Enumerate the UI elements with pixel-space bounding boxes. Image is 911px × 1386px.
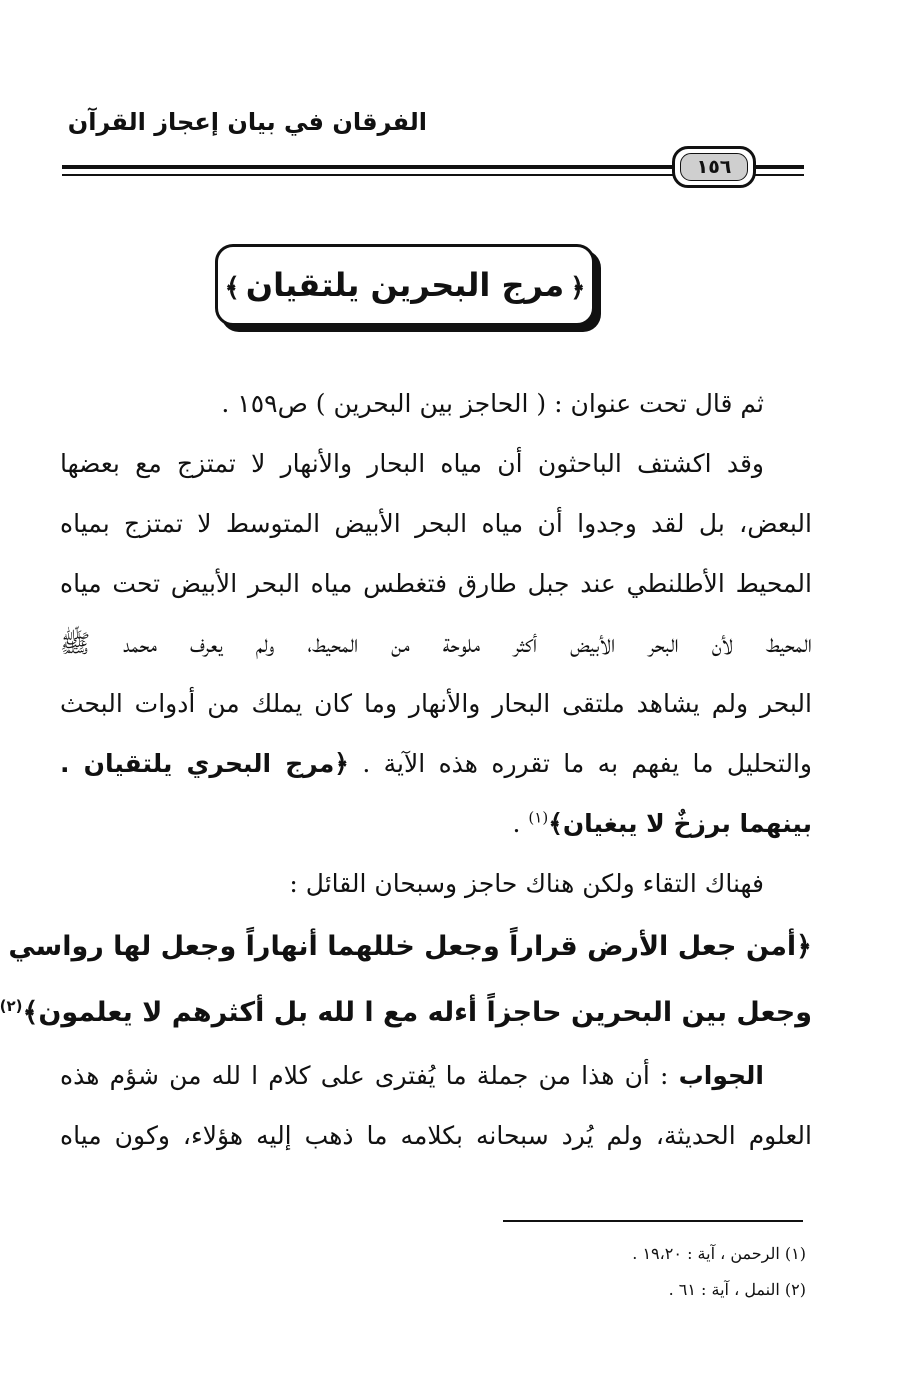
- body-line: المحيط لأن البحر الأبيض أكثر ملوحة من المحيط، ولم يعرف محمد ﷺ: [60, 629, 812, 658]
- body-line: المحيط الأطلنطي عند جبل طارق فتغطس مياه البحر الأبيض تحت مياه: [60, 569, 812, 598]
- body-text: [0, 374, 812, 1166]
- body-line: [60, 794, 812, 854]
- punctuation: .: [512, 809, 521, 838]
- footnote-ref: (٢): [0, 997, 23, 1015]
- chapter-title: [219, 266, 592, 304]
- body-line: البحر ولم يشاهد ملتقى البحار والأنهار وما كان يملك من أدوات البحث: [60, 689, 812, 718]
- ornament-bracket-left: ﴾: [224, 273, 240, 303]
- footnote-rule: [503, 1220, 803, 1222]
- body-line: البعض، بل لقد وجدوا أن مياه البحر الأبيض المتوسط لا تمتزج بمياه: [60, 509, 812, 538]
- footnote-ref: (١): [528, 808, 549, 827]
- quran-verse: بينهما برزخٌ لا يبغيان﴾: [548, 809, 812, 838]
- chapter-title-text: مرج البحرين يلتقيان: [245, 266, 565, 304]
- running-title: الفرقان في بيان إعجاز القرآن: [67, 108, 427, 136]
- quran-verse-line: [0, 980, 812, 1046]
- page-number: ١٥٦: [680, 153, 748, 181]
- quran-verse: وجعل بين البحرين حاجزاً أءله مع ا لله بل أكثرهم لا يعلمون﴾: [22, 997, 812, 1028]
- body-line: ثم قال تحت عنوان : ( الحاجز بين البحرين ) ص١٥٩ .: [221, 389, 764, 418]
- answer-label: الجواب: [678, 1061, 764, 1090]
- quran-verse-line: ﴿أمن جعل الأرض قراراً وجعل خللهما أنهاراً وجعل لها رواسي: [8, 931, 812, 962]
- body-text-segment: والتحليل ما يفهم به ما تقرره هذه الآية .: [362, 749, 812, 778]
- body-line: وقد اكشتف الباحثون أن مياه البحار والأنهار لا تمتزج مع بعضها: [60, 449, 764, 478]
- body-text-segment: : أن هذا من جملة ما يُفترى على كلام ا لله من شؤم هذه: [60, 1061, 669, 1090]
- ornament-bracket-right: ﴿: [570, 273, 586, 303]
- footnote-1: (١) الرحمن ، آية : ١٩،٢٠ .: [632, 1244, 806, 1263]
- body-line: العلوم الحديثة، ولم يُرد سبحانه بكلامه ما ذهب إليه هؤلاء، وكون مياه: [60, 1121, 812, 1150]
- page-number-frame: [672, 146, 756, 188]
- quran-verse: ﴿مرج البحري يلتقيان .: [60, 749, 349, 778]
- body-line: [60, 1046, 812, 1106]
- body-line: فهناك التقاء ولكن هناك حاجز وسبحان القائل :: [289, 869, 764, 898]
- footnote-2: (٢) النمل ، آية : ٦١ .: [668, 1280, 806, 1299]
- footnotes: [300, 1236, 806, 1308]
- body-line: [60, 734, 812, 794]
- chapter-title-box: [215, 244, 595, 326]
